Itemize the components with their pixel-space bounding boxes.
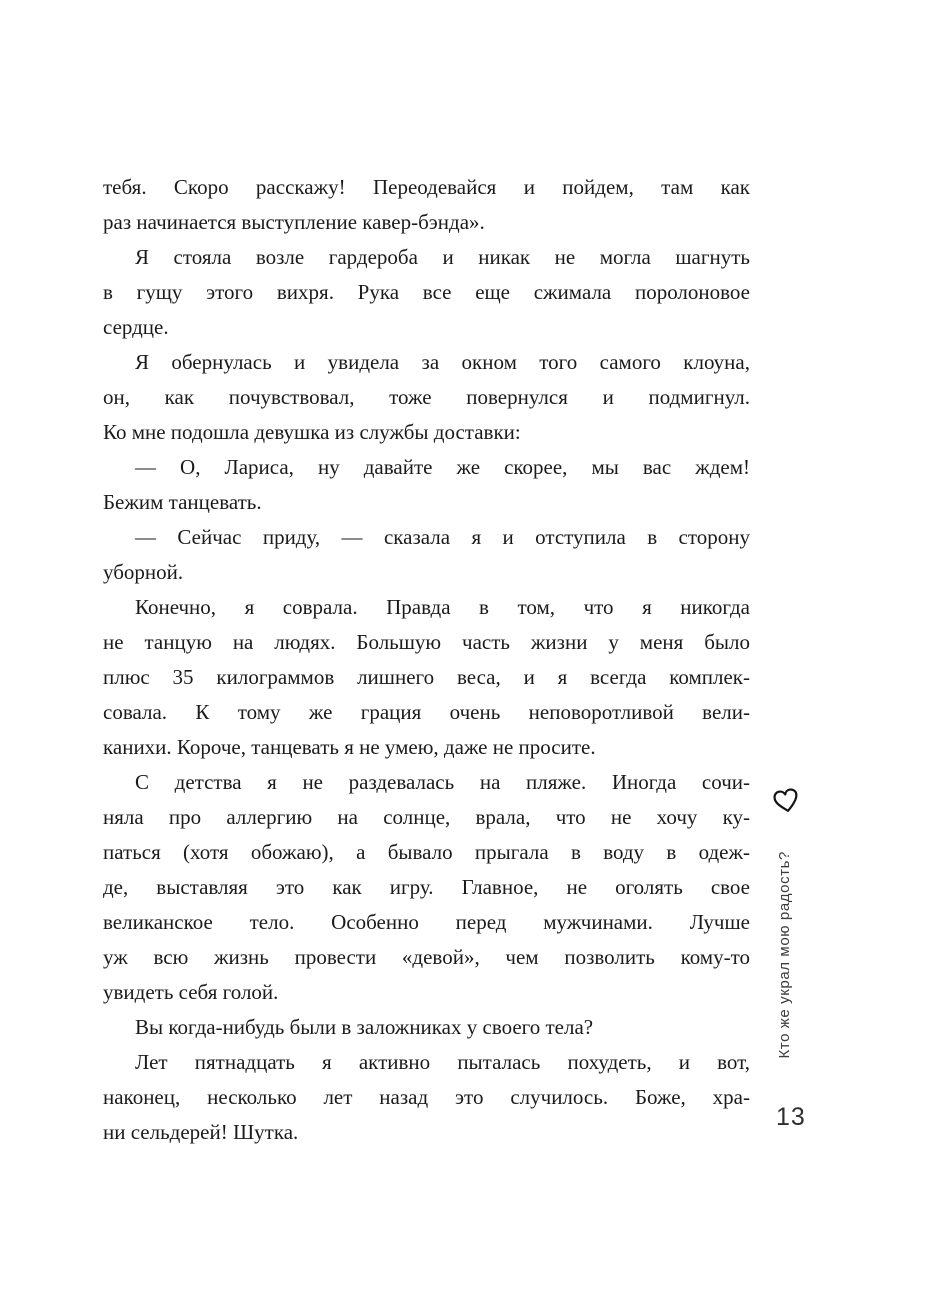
text-line: Я стояла возле гардероба и никак не могла шагнуть: [135, 245, 750, 269]
text-line: де, выставляя это как игру. Главное, не оголять свое: [103, 875, 750, 899]
text-line: Конечно, я соврала. Правда в том, что я никогда: [135, 595, 750, 619]
text-line: няла про аллергию на солнце, врала, что не хочу ку-: [103, 805, 750, 829]
heart-icon: [772, 787, 800, 814]
body-text: [103, 170, 750, 1150]
text-line: уборной.: [103, 560, 184, 584]
text-line: Лет пятнадцать я активно пыталась похудеть, и вот,: [135, 1050, 750, 1074]
paragraph: [103, 240, 750, 345]
text-line: он, как почувствовал, тоже повернулся и подмигнул.: [103, 385, 750, 409]
text-line: сердце.: [103, 315, 169, 339]
text-line: великанское тело. Особенно перед мужчинами. Лучше: [103, 910, 750, 934]
text-line: ни сельдерей! Шутка.: [103, 1120, 299, 1144]
text-line: С детства я не раздевалась на пляже. Иногда сочи-: [135, 770, 750, 794]
text-line: паться (хотя обожаю), а бывало прыгала в воду в одеж-: [103, 840, 750, 864]
text-line: наконец, несколько лет назад это случилось. Боже, хра-: [103, 1085, 750, 1109]
text-line: совала. К тому же грация очень неповоротливой вели-: [103, 700, 750, 724]
paragraph: [103, 450, 750, 520]
text-line: Бежим танцевать.: [103, 490, 262, 514]
paragraph: [103, 765, 750, 1010]
sidebar-vertical-title: Кто же украл мою радость?: [776, 851, 793, 1059]
text-line: раз начинается выступление кавер-бэнда».: [103, 210, 485, 234]
text-line: канихи. Короче, танцевать я не умею, даже не просите.: [103, 735, 596, 759]
paragraph: [103, 1045, 750, 1150]
paragraph: [103, 345, 750, 450]
text-line: Ко мне подошла девушка из службы доставки:: [103, 420, 521, 444]
text-line: плюс 35 килограммов лишнего веса, и я всегда комплек-: [103, 665, 750, 689]
text-line: — Сейчас приду, — сказала я и отступила в сторону: [135, 525, 750, 549]
paragraph: [103, 170, 750, 240]
text-line: уж всю жизнь провести «девой», чем позволить кому-то: [103, 945, 750, 969]
text-line: Вы когда-нибудь были в заложниках у своего тела?: [135, 1015, 594, 1039]
paragraph: [103, 1010, 750, 1045]
text-line: не танцую на людях. Большую часть жизни у меня было: [103, 630, 750, 654]
text-line: — О, Лариса, ну давайте же скорее, мы вас ждем!: [135, 455, 750, 479]
text-line: тебя. Скоро расскажу! Переодевайся и пойдем, там как: [103, 175, 750, 199]
paragraph: [103, 520, 750, 590]
text-line: Я обернулась и увидела за окном того самого клоуна,: [135, 350, 750, 374]
text-line: в гущу этого вихря. Рука все еще сжимала поролоновое: [103, 280, 750, 304]
text-line: увидеть себя голой.: [103, 980, 279, 1004]
page-number: 13: [776, 1103, 806, 1131]
paragraph: [103, 590, 750, 765]
